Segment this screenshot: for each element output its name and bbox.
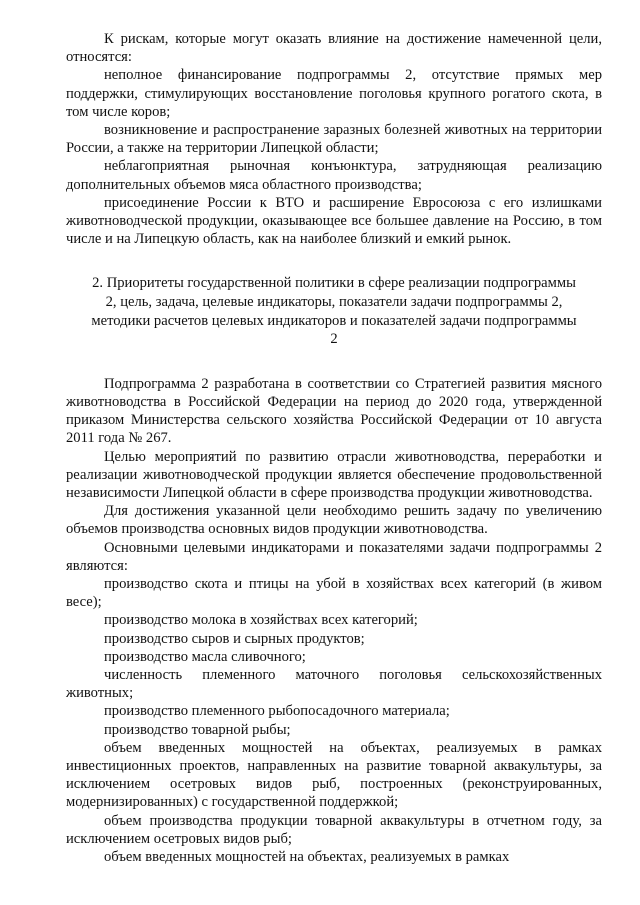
paragraph: Для достижения указанной цели необходимо решить задачу по увеличению объемов производства основных видов продукции животноводства. xyxy=(66,503,602,538)
risk-item: присоединение России к ВТО и расширение Евросоюза с его излишками животноводческой продукции, оказывающее все большее давление на Россию, в том числе и на Липецкую область, как на наиболее близкий и емкий рынок. xyxy=(66,194,602,248)
indicator-item: производство масла сливочного; xyxy=(104,648,306,665)
risk-item: неполное финансирование подпрограммы 2, отсутствие прямых мер поддержки, стимулирующих восстановление поголовья крупного рогатого скота, в том числе коров; xyxy=(66,67,602,120)
indicator-item: объем производства продукции товарной аквакультуры в отчетном году, за исключением осетровых видов рыб; xyxy=(66,812,602,847)
paragraph: Основными целевыми индикаторами и показателями задачи подпрограммы 2 являются: xyxy=(66,539,602,574)
risk-item: неблагоприятная рыночная конъюнктура, затрудняющая реализацию дополнительных объемов мяса областного производства; xyxy=(66,158,602,193)
indicator-item: производство товарной рыбы; xyxy=(104,721,291,738)
indicator-item: численность племенного маточного поголовья сельскохозяйственных животных; xyxy=(66,667,602,702)
risk-item: возникновение и распространение заразных болезней животных на территории России, а также на территории Липецкой области; xyxy=(66,122,602,157)
indicator-item: производство сыров и сырных продуктов; xyxy=(104,630,365,647)
indicator-item: объем введенных мощностей на объектах, реализуемых в рамках инвестиционных проектов, направленных на развитие товарной аквакультуры, за исключением осетровых видов рыб, построенных (реконструированных, модернизированных) с государственной поддержкой; xyxy=(66,739,602,811)
paragraph: Подпрограмма 2 разработана в соответствии со Стратегией развития мясного животноводства в Российской Федерации на период до 2020 года, утвержденной приказом Министерства сельского хозяйства Российской Федерации от 10 августа 2011 года № 267. xyxy=(66,375,602,447)
risks-intro: К рискам, которые могут оказать влияние на достижение намеченной цели, относятся: xyxy=(66,31,602,66)
section-heading: 2. Приоритеты государственной политики в сфере реализации подпрограммы 2, цель, задача, целевые индикаторы, показатели задачи подпрограммы 2, методики расчетов целевых индикаторов и показателей задачи подпрограммы 2 xyxy=(91,275,577,348)
indicator-item: объем введенных мощностей на объектах, реализуемых в рамках xyxy=(104,849,510,866)
indicator-item: производство молока в хозяйствах всех категорий; xyxy=(104,612,418,629)
indicator-item: производство скота и птицы на убой в хозяйствах всех категорий (в живом весе); xyxy=(66,576,602,611)
paragraph: Целью мероприятий по развитию отрасли животноводства, переработки и реализации животноводческой продукции является обеспечение продовольственной независимости Липецкой области в сфере производства продукции животноводства. xyxy=(66,448,602,502)
indicator-item: производство племенного рыбопосадочного материала; xyxy=(104,703,450,720)
